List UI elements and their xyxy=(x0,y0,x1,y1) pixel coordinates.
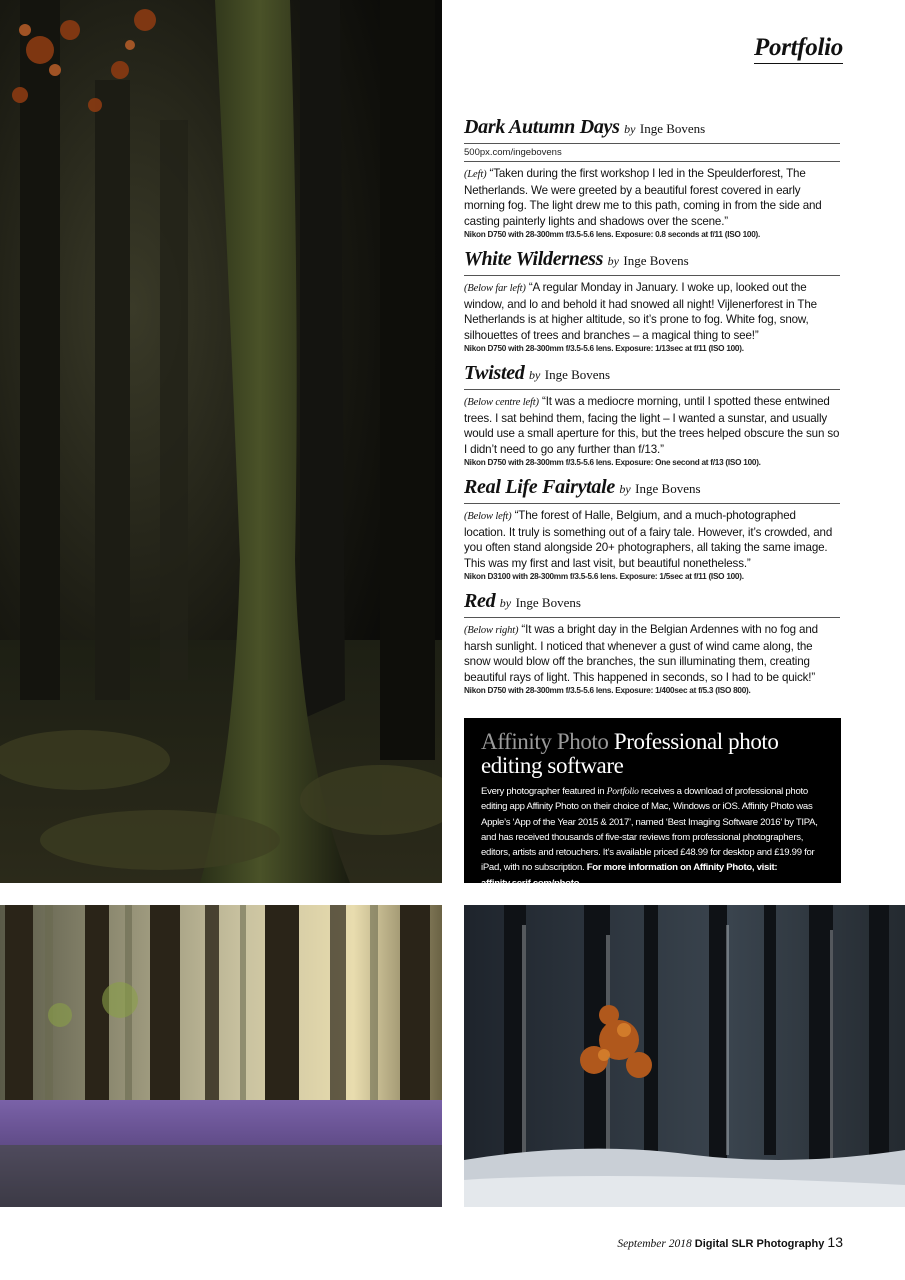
entry-specs: Nikon D750 with 28-300mm f/3.5-5.6 lens. Exposure: 1/400sec at f/5.3 (ISO 800). xyxy=(464,686,751,695)
footer-magazine: Digital SLR Photography xyxy=(694,1238,825,1250)
dark-autumn-days-photo xyxy=(0,0,442,883)
section-title: Portfolio xyxy=(754,34,843,64)
entry-author: Inge Bovens xyxy=(544,367,611,382)
entry-author: Inge Bovens xyxy=(639,121,706,136)
ad-text-before: Every photographer featured in xyxy=(481,786,605,797)
portfolio-entries xyxy=(464,114,840,702)
entry-caption xyxy=(464,394,840,457)
entry-position: (Left) xyxy=(464,169,487,180)
entry-twisted xyxy=(464,360,840,469)
photographer-url: 500px.com/ingebovens xyxy=(464,144,840,162)
page-number: 13 xyxy=(827,1234,843,1250)
entry-by: by xyxy=(528,368,541,382)
entry-title: Twisted xyxy=(464,362,525,384)
entry-position: (Below right) xyxy=(464,625,519,636)
entry-heading xyxy=(464,114,840,144)
entry-quote: “It was a mediocre morning, until I spotted these entwined trees. I sat behind them, facing the light – I wanted a sunstar, and usually would use a small aperture for this, but the trees helped obscure the sun so I didn’t need to go any further than f/13.” xyxy=(464,395,840,456)
affinity-photo-ad xyxy=(464,718,841,889)
snowy-forest-image xyxy=(464,905,905,1207)
entry-caption xyxy=(464,622,840,685)
entry-author: Inge Bovens xyxy=(635,481,701,496)
entry-specs: Nikon D750 with 28-300mm f/3.5-5.6 lens. Exposure: 1/13sec at f/11 (ISO 100). xyxy=(464,344,744,353)
entry-caption xyxy=(464,166,840,229)
entry-position: (Below centre left) xyxy=(464,397,539,408)
entry-by: by xyxy=(607,254,619,268)
ad-body xyxy=(481,784,827,891)
entry-quote: “Taken during the first workshop I led in the Speulderforest, The Netherlands. We were greeted by a beautiful forest covered in early morning fog. The light drew me to this path, coming in from the side and casting painterly lights and shadows over the scene.” xyxy=(464,167,822,228)
ad-headline-text: Professional photo editing software xyxy=(481,729,779,778)
entry-by: by xyxy=(499,596,512,610)
entry-red xyxy=(464,588,840,697)
ad-cta: For more information on Affinity Photo, visit: affinity.serif.com/photo xyxy=(481,862,778,889)
entry-heading xyxy=(464,588,840,618)
entry-heading xyxy=(464,360,840,390)
bluebell-forest-image xyxy=(0,905,442,1207)
red-photo xyxy=(464,905,905,1207)
entry-author: Inge Bovens xyxy=(515,595,581,610)
entry-specs: Nikon D3100 with 28-300mm f/3.5-5.6 lens. Exposure: 1/5sec at f/11 (ISO 100). xyxy=(464,572,744,581)
entry-author: Inge Bovens xyxy=(623,253,689,268)
ad-text-after: receives a download of professional photo editing app Affinity Photo on their choice of Mac, Windows or iOS. Affinity Photo was Apple’s ‘App of the Year 2015 & 2017’, named ‘Best Imaging Software 2016’ by TIPA, and has received thousands of five-star reviews from professional photographers, editors, artists and retouchers. It’s available priced £48.99 for desktop and £19.99 for iPad, with no subscription. xyxy=(481,786,818,874)
entry-real-life-fairytale xyxy=(464,474,840,583)
entry-title: Real Life Fairytale xyxy=(464,476,615,498)
forest-photo-image xyxy=(0,0,442,883)
entry-caption xyxy=(464,508,840,571)
entry-by: by xyxy=(619,482,631,496)
footer-date: September 2018 xyxy=(617,1238,692,1250)
entry-quote: “The forest of Halle, Belgium, and a much-photographed location. It truly is something out of a fairy tale. However, it’s crowded, and you often stand alongside 20+ photographers, all taking the same image. This was my first and last visit, but beautiful nonetheless.” xyxy=(464,509,833,570)
ad-text-italic: Portfolio xyxy=(606,786,639,797)
entry-heading xyxy=(464,246,840,276)
entry-dark-autumn-days xyxy=(464,114,840,241)
entry-title: Dark Autumn Days xyxy=(464,116,620,138)
entry-title: Red xyxy=(464,590,496,612)
entry-caption xyxy=(464,280,840,343)
real-life-fairytale-photo xyxy=(0,905,442,1207)
entry-specs: Nikon D750 with 28-300mm f/3.5-5.6 lens. Exposure: 0.8 seconds at f/11 (ISO 100). xyxy=(464,230,761,239)
entry-quote: “It was a bright day in the Belgian Ardennes with no fog and harsh sunlight. I noticed that whenever a gust of wind came along, the snow would blow off the branches, the sun illuminating them, creating beautiful rays of light. This happened in seconds, so I had to be quick!” xyxy=(464,623,818,684)
entry-heading xyxy=(464,474,840,504)
entry-position: (Below far left) xyxy=(464,283,526,294)
entry-white-wilderness xyxy=(464,246,840,355)
entry-position: (Below left) xyxy=(464,511,512,522)
entry-by: by xyxy=(624,122,636,136)
entry-specs: Nikon D750 with 28-300mm f/3.5-5.6 lens. Exposure: One second at f/13 (ISO 100). xyxy=(464,458,761,467)
ad-brand: Affinity Photo xyxy=(481,729,609,754)
entry-quote: “A regular Monday in January. I woke up, looked out the window, and lo and behold it had snowed all night! Vijlenerforest in The Netherlands is at higher altitude, so it’s prone to fog. White fog, snow, silhouettes of trees and branches – a magical thing to see!” xyxy=(464,281,817,342)
page-footer xyxy=(617,1234,843,1250)
ad-headline xyxy=(481,730,827,778)
entry-title: White Wilderness xyxy=(464,248,604,270)
